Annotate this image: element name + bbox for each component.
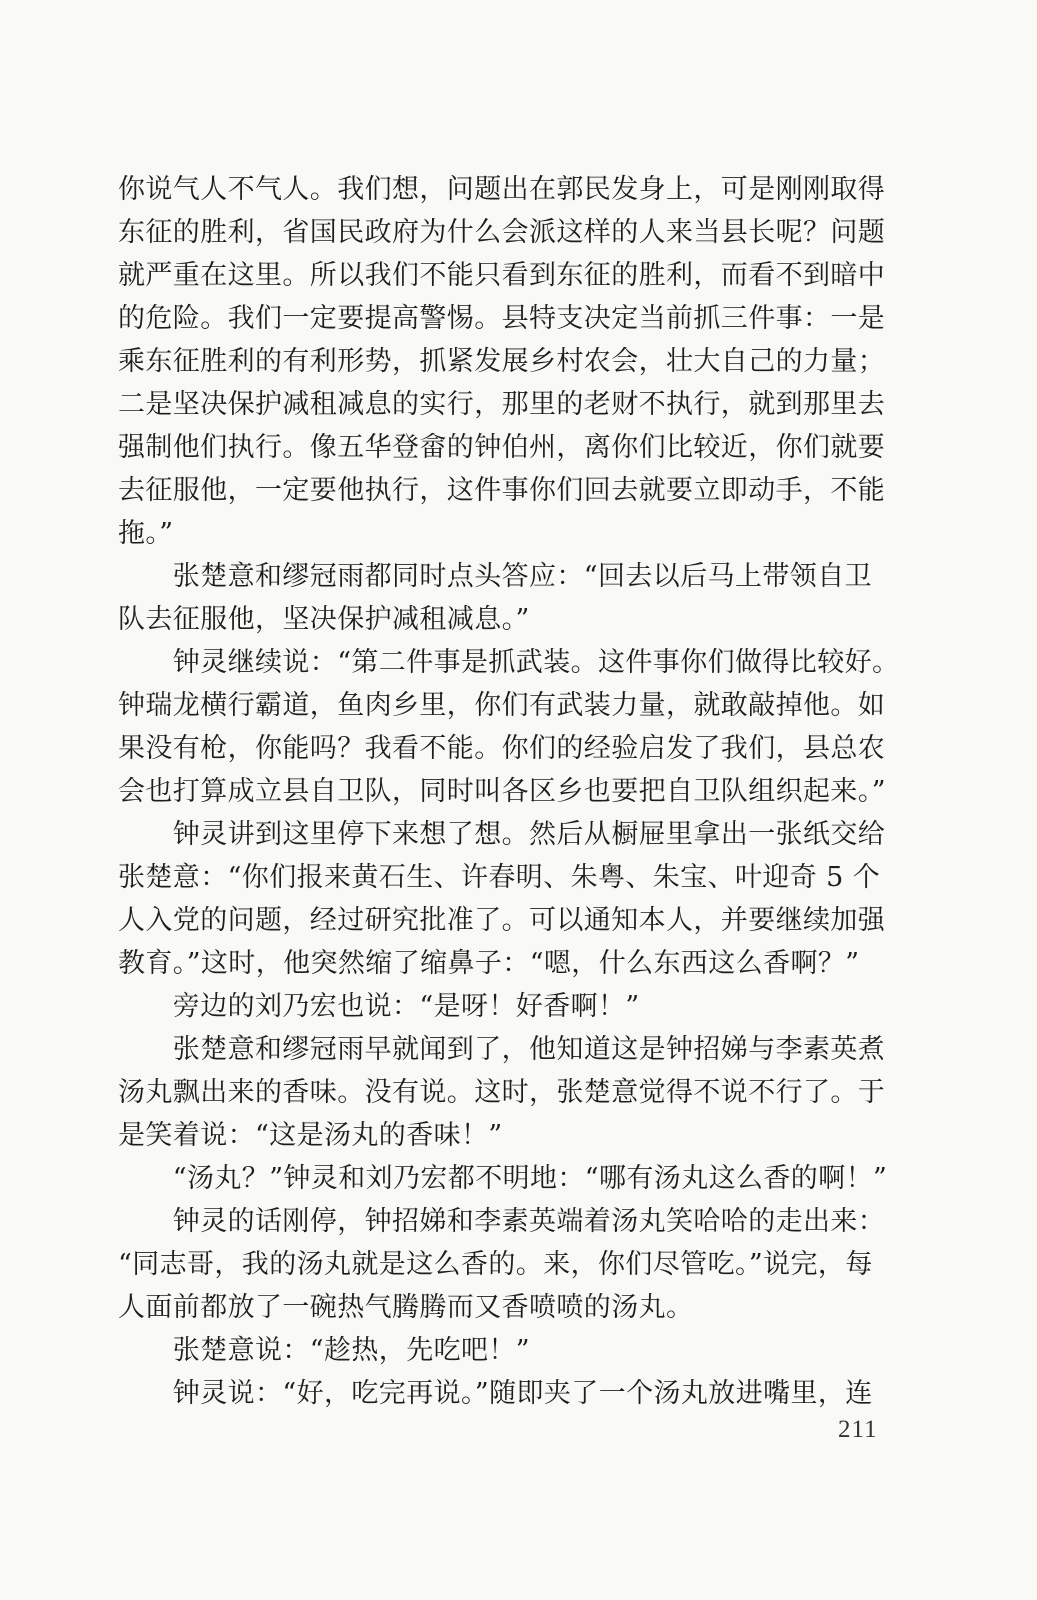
text-line-21: 张楚意和缪冠雨早就闻到了，他知道这是钟招娣与李素英煮	[118, 1034, 886, 1065]
text-line-28: 张楚意说：“趁热，先吃吧！”	[118, 1335, 531, 1366]
text-line-29: 钟灵说：“好，吃完再说。”随即夹了一个汤丸放进嘴里，连	[118, 1378, 873, 1409]
text-line-26: “同志哥，我的汤丸就是这么香的。来，你们尽管吃。”说完，每	[118, 1249, 873, 1280]
text-line-11: 队去征服他，坚决保护减租减息。”	[118, 604, 530, 635]
text-line-14: 果没有枪，你能吗？我看不能。你们的经验启发了我们，县总农	[118, 733, 886, 764]
page-number: 211	[838, 1416, 878, 1443]
text-line-12: 钟灵继续说：“第二件事是抓武装。这件事你们做得比较好。	[118, 647, 900, 678]
text-line-22: 汤丸飘出来的香味。没有说。这时，张楚意觉得不说不行了。于	[118, 1077, 886, 1108]
text-line-17: 张楚意：“你们报来黄石生、许春明、朱粤、朱宝、叶迎奇 5 个	[118, 862, 881, 893]
text-line-2: 东征的胜利，省国民政府为什么会派这样的人来当县长呢？问题	[118, 217, 886, 248]
text-line-19: 教育。”这时，他突然缩了缩鼻子：“嗯，什么东西这么香啊？”	[118, 948, 860, 979]
text-line-10: 张楚意和缪冠雨都同时点头答应：“回去以后马上带领自卫	[118, 561, 873, 592]
text-line-16: 钟灵讲到这里停下来想了想。然后从橱屉里拿出一张纸交给	[118, 819, 886, 850]
text-line-3: 就严重在这里。所以我们不能只看到东征的胜利，而看不到暗中	[118, 260, 886, 291]
body-text	[118, 168, 918, 1415]
text-line-18: 人入党的问题，经过研究批准了。可以通知本人，并要继续加强	[118, 905, 886, 936]
text-line-15: 会也打算成立县自卫队，同时叫各区乡也要把自卫队组织起来。”	[118, 776, 886, 807]
text-line-20: 旁边的刘乃宏也说：“是呀！好香啊！”	[118, 991, 640, 1022]
text-line-25: 钟灵的话刚停，钟招娣和李素英端着汤丸笑哈哈的走出来：	[118, 1206, 886, 1237]
text-line-5: 乘东征胜利的有利形势，抓紧发展乡村农会，壮大自己的力量；	[118, 346, 886, 377]
text-line-6: 二是坚决保护减租减息的实行，那里的老财不执行，就到那里去	[118, 389, 886, 420]
text-line-9: 拖。”	[118, 518, 174, 549]
text-line-27: 人面前都放了一碗热气腾腾而又香喷喷的汤丸。	[118, 1292, 694, 1323]
text-line-7: 强制他们执行。像五华登畲的钟伯州，离你们比较近，你们就要	[118, 432, 886, 463]
text-line-1: 你说气人不气人。我们想，问题出在郭民发身上，可是刚刚取得	[118, 174, 886, 205]
text-line-4: 的危险。我们一定要提高警惕。县特支决定当前抓三件事：一是	[118, 303, 886, 334]
text-line-13: 钟瑞龙横行霸道，鱼肉乡里，你们有武装力量，就敢敲掉他。如	[118, 690, 886, 721]
text-line-23: 是笑着说：“这是汤丸的香味！”	[118, 1120, 503, 1151]
text-line-24: “汤丸？”钟灵和刘乃宏都不明地：“哪有汤丸这么香的啊！”	[118, 1163, 888, 1194]
text-line-8: 去征服他，一定要他执行，这件事你们回去就要立即动手，不能	[118, 475, 886, 506]
